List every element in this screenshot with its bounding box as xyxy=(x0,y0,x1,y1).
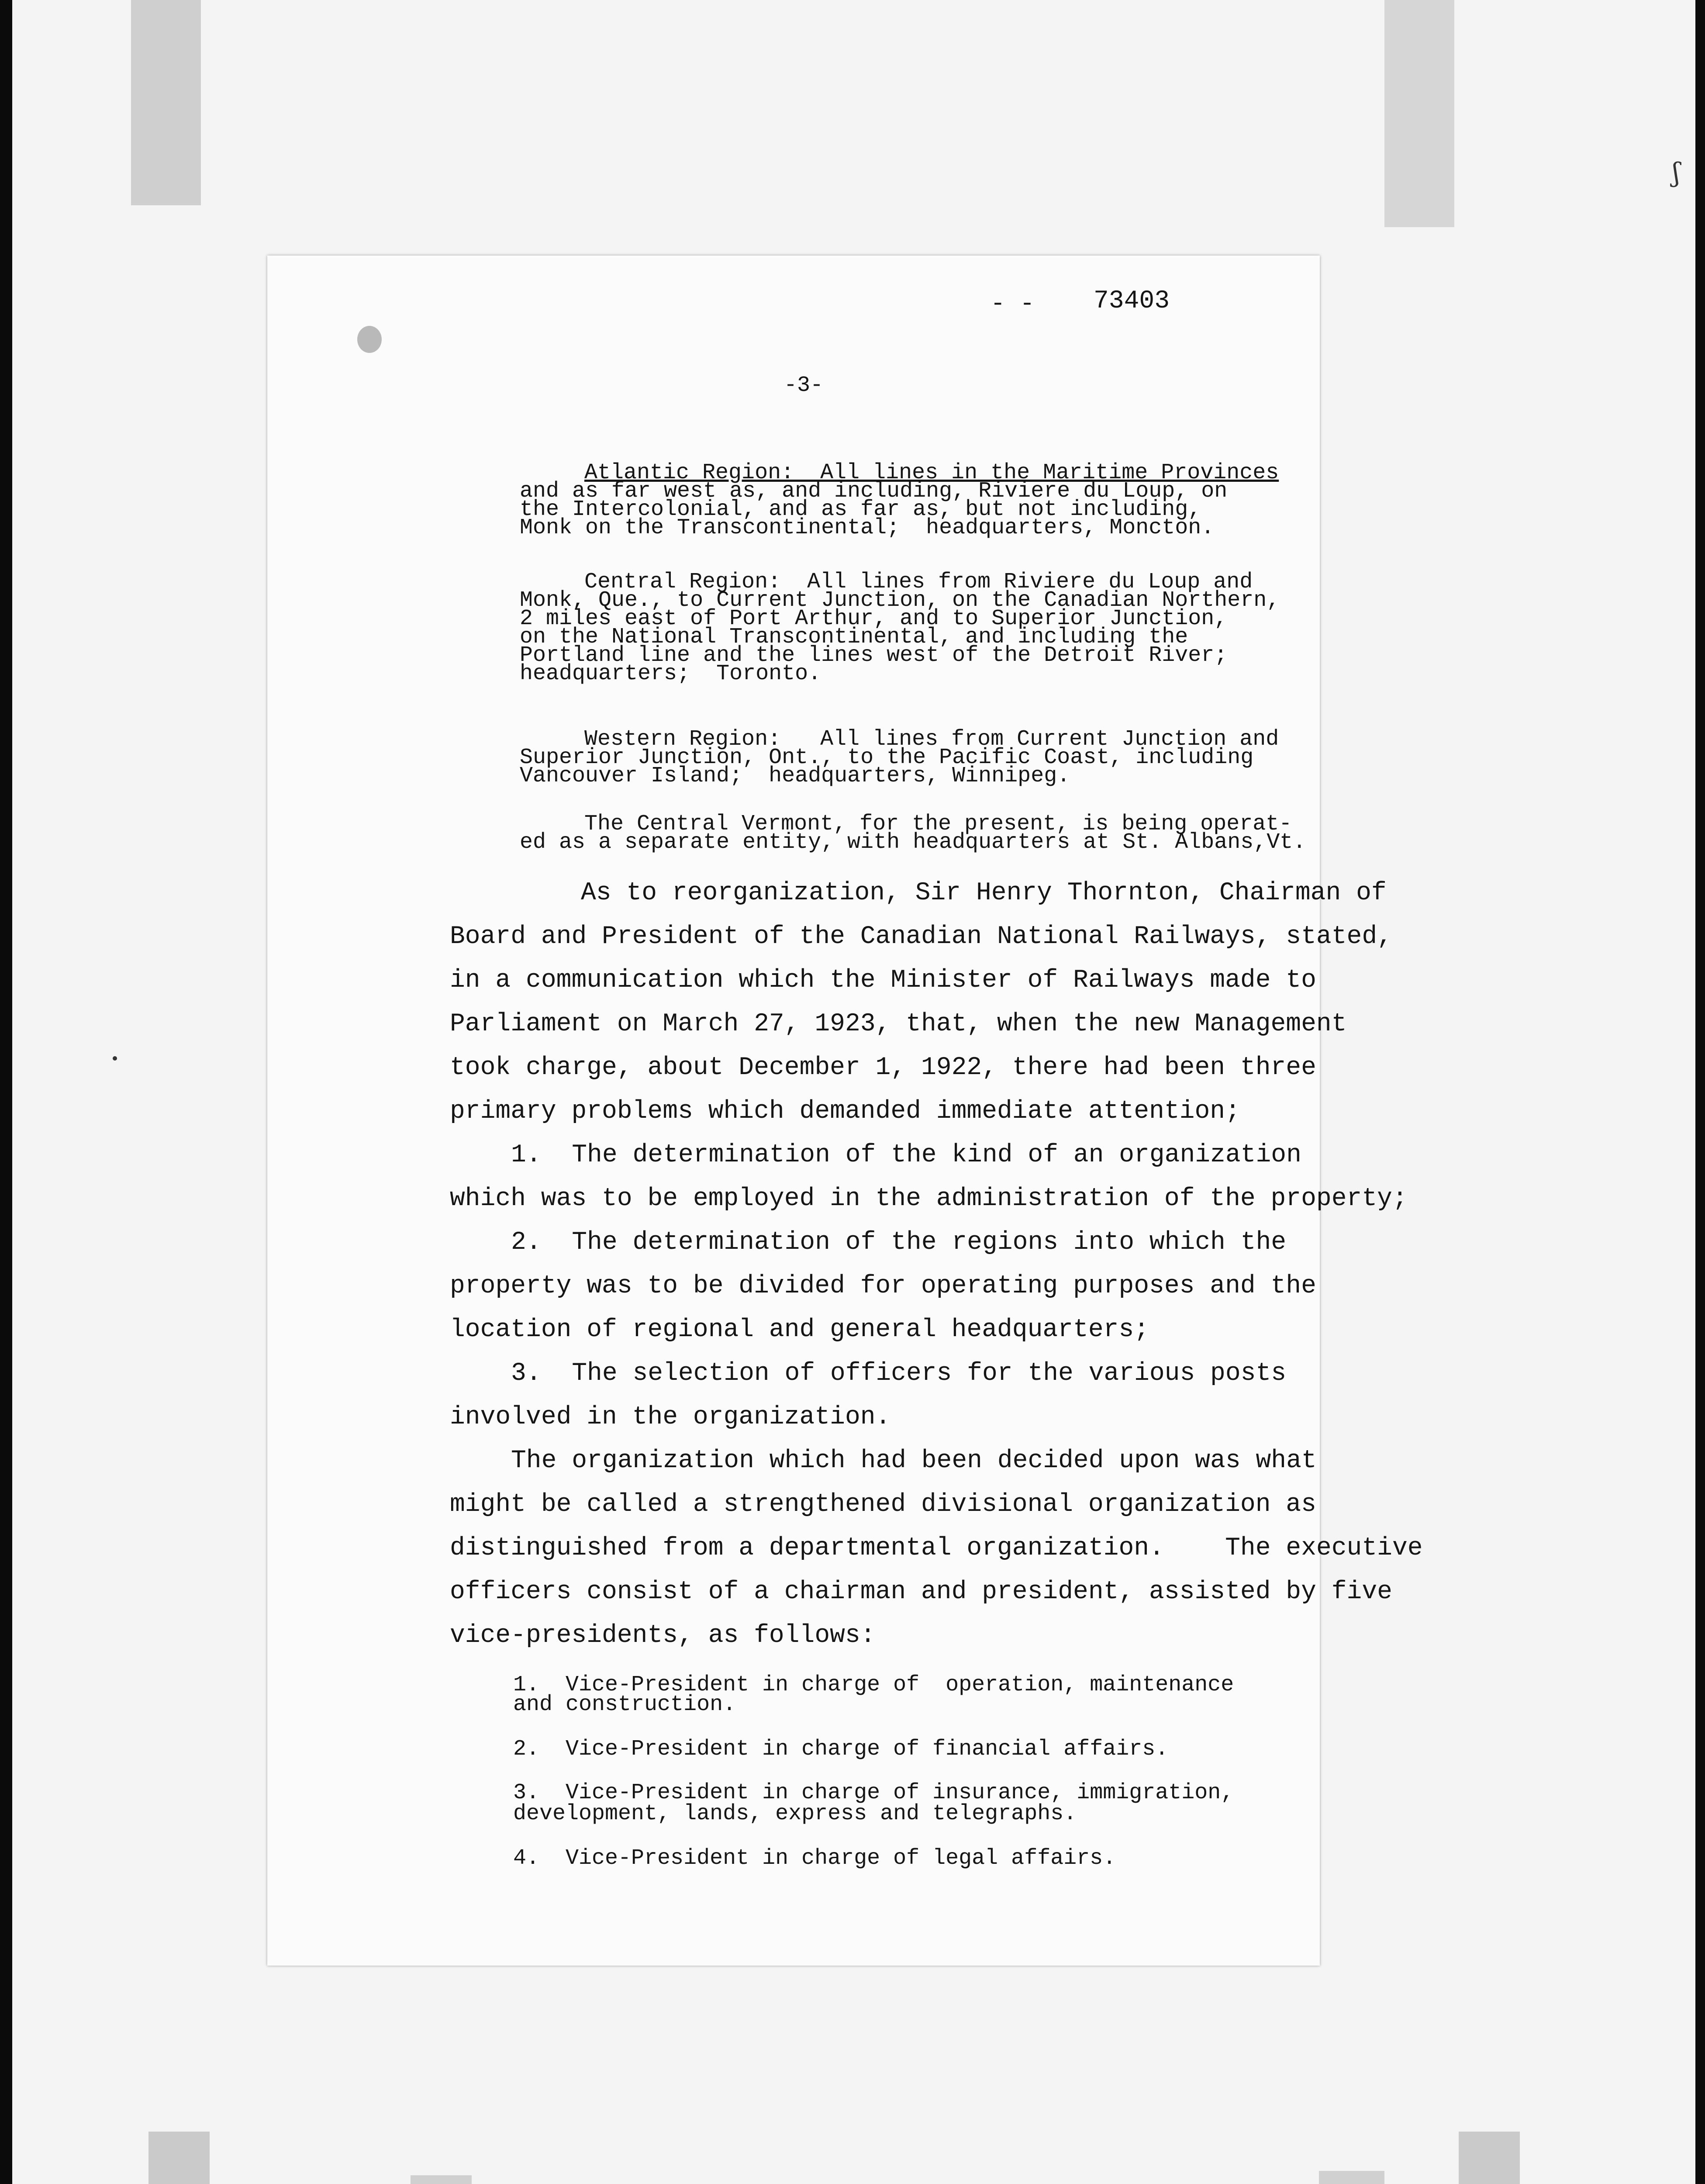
body-line: which was to be employed in the administration of the property; xyxy=(450,1185,1408,1213)
body-line: Monk on the Transcontinental; headquarters, Moncton. xyxy=(520,515,1215,540)
body-line: Superior Junction, Ont., to the Pacific Coast, including xyxy=(520,745,1254,770)
list-item: 1. Vice-President in charge of operation, maintenance xyxy=(513,1673,1234,1697)
mounting-tape-label-right xyxy=(1319,2171,1384,2184)
mounting-tape-top-right xyxy=(1384,0,1454,227)
body-line: property was to be divided for operating purposes and the xyxy=(450,1272,1316,1300)
body-line: primary problems which demanded immediate attention; xyxy=(450,1097,1240,1126)
margin-mark-top-right: ʃ xyxy=(1673,157,1680,188)
body-line: As to reorganization, Sir Henry Thornton, Chairman of xyxy=(581,879,1387,907)
body-line: vice-presidents, as follows: xyxy=(450,1621,876,1650)
body-line: in a communication which the Minister of Railways made to xyxy=(450,966,1316,995)
body-line: location of regional and general headquarters; xyxy=(450,1316,1149,1344)
mounting-tape-top-left xyxy=(131,0,201,205)
body-line: distinguished from a departmental organization. The executive xyxy=(450,1534,1423,1562)
page-label: -3- xyxy=(784,373,824,398)
line-central-region-heading: Central Region: All lines from Riviere du Loup and xyxy=(584,570,1253,594)
body-line: the Intercolonial, and as far as, but not including, xyxy=(520,497,1201,522)
punch-hole xyxy=(357,326,382,353)
body-line: Board and President of the Canadian National Railways, stated, xyxy=(450,923,1392,951)
list-item: 3. Vice-President in charge of insurance, immigration, xyxy=(513,1780,1234,1805)
list-item: 1. The determination of the kind of an organization xyxy=(511,1141,1301,1169)
body-line: and construction. xyxy=(513,1692,736,1717)
body-line: involved in the organization. xyxy=(450,1403,891,1431)
list-item: 3. The selection of officers for the various posts xyxy=(511,1359,1287,1388)
body-line: The Central Vermont, for the present, is being operat- xyxy=(584,812,1292,836)
body-line: Portland line and the lines west of the Detroit River; xyxy=(520,643,1228,668)
mounting-tape-bottom-right xyxy=(1459,2132,1520,2184)
body-line: Monk, Que., to Current Junction, on the Canadian Northern, xyxy=(520,588,1280,613)
body-line: officers consist of a chairman and president, assisted by five xyxy=(450,1578,1392,1606)
body-line: headquarters; Toronto. xyxy=(520,661,821,686)
body-line: development, lands, express and telegraphs. xyxy=(513,1801,1077,1826)
document-number: 73403 xyxy=(1094,287,1170,315)
body-line: The organization which had been decided upon was what xyxy=(511,1447,1317,1475)
body-line: Vancouver Island; headquarters, Winnipeg. xyxy=(520,764,1070,788)
body-line: ed as a separate entity, with headquarters at St. Albans,Vt. xyxy=(520,830,1306,855)
list-item: 2. Vice-President in charge of financial affairs. xyxy=(513,1737,1169,1762)
film-border-right xyxy=(1695,0,1705,2184)
body-line: took charge, about December 1, 1922, there had been three xyxy=(450,1054,1316,1082)
body-line: 2 miles east of Port Arthur, and to Superior Junction, xyxy=(520,606,1228,631)
mounting-tape-bottom-left xyxy=(148,2132,210,2184)
ref-dash: - - xyxy=(991,290,1035,318)
film-speck xyxy=(113,1056,117,1061)
line-atlantic-region-heading: Atlantic Region: All lines in the Maritime Provinces xyxy=(584,460,1279,485)
body-line: and as far west as, and including, Riviere du Loup, on xyxy=(520,479,1228,504)
list-item: 2. The determination of the regions into which the xyxy=(511,1228,1287,1257)
list-item: 4. Vice-President in charge of legal affairs. xyxy=(513,1846,1116,1871)
body-line: might be called a strengthened divisional organization as xyxy=(450,1490,1316,1519)
body-line: Parliament on March 27, 1923, that, when the new Management xyxy=(450,1010,1347,1038)
body-line: on the National Transcontinental, and including the xyxy=(520,625,1188,650)
line-western-region-heading: Western Region: All lines from Current Junction and xyxy=(584,727,1279,752)
mounting-tape-label-left xyxy=(411,2175,472,2184)
film-border-left xyxy=(0,0,12,2184)
